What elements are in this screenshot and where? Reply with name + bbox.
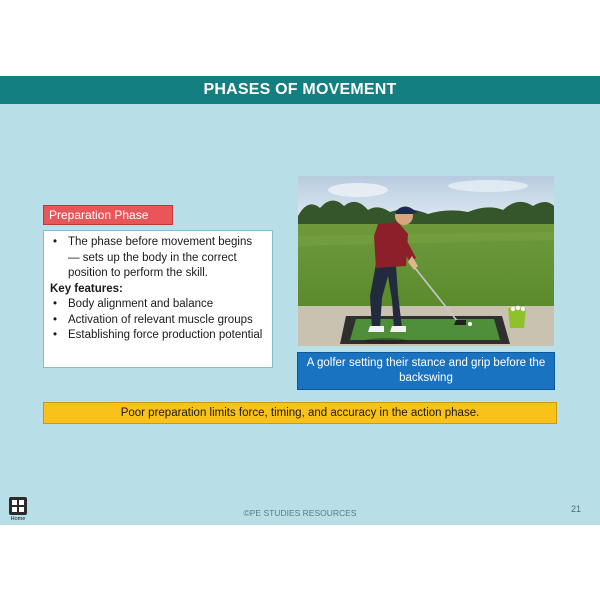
key-features-heading: Key features: <box>50 282 123 295</box>
description-box <box>43 230 273 368</box>
copyright-footer: ©PE STUDIES RESOURCES <box>243 508 357 518</box>
description-text: • The phase before movement begins — sets up the body in the correct position to perform the skill. <box>50 235 266 282</box>
key-feature-item: • Establishing force production potential <box>50 328 266 344</box>
key-features-list <box>50 297 266 344</box>
golfer-photo <box>298 176 554 346</box>
key-feature-item: • Body alignment and balance <box>50 297 266 313</box>
key-feature-item: • Activation of relevant muscle groups <box>50 313 266 329</box>
photo-caption: A golfer setting their stance and grip before the backswing <box>297 352 555 390</box>
warning-banner: Poor preparation limits force, timing, and accuracy in the action phase. <box>43 402 557 424</box>
phase-label: Preparation Phase <box>43 205 173 225</box>
page-number: 21 <box>571 504 582 514</box>
slide <box>0 76 600 525</box>
home-label: Home <box>10 516 26 522</box>
slide-title: PHASES OF MOVEMENT <box>0 76 600 104</box>
